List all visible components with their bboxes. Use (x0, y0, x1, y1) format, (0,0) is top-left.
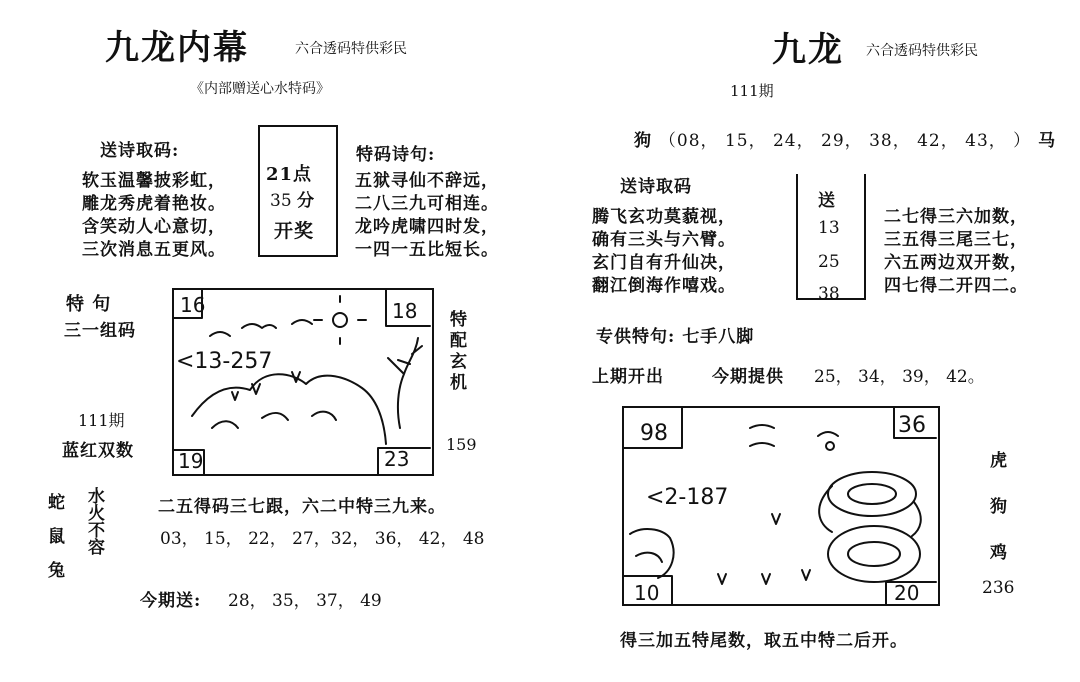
right-footer: 得三加五特尾数，取五中特二后开。 (620, 631, 908, 651)
right-today-numbers: 25， 34， 39， 42。 (814, 367, 985, 387)
right-sketch-num-bl: 10 (634, 581, 660, 605)
right-hints (884, 206, 1028, 298)
horse-label: 马 (1038, 131, 1057, 151)
left-verse-heading: 特码诗句: (356, 145, 436, 165)
left-verse-line: 龙吟虎啸四时发， (355, 217, 499, 237)
left-poem (82, 170, 226, 262)
dog-horse-numbers: （08， 15， 24， 29， 38， 42， 43， ） (658, 131, 1032, 151)
left-issue: 111期 (78, 411, 125, 430)
right-sketch-eight (819, 486, 921, 536)
left-poem-line: 三次消息五更风。 (82, 240, 226, 260)
left-title: 九龙内幕 (105, 28, 249, 68)
left-poem-line: 含笑动人心意切， (82, 217, 226, 237)
left-sketch-num-tl: 16 (180, 293, 206, 317)
left-side-number: 159 (446, 435, 477, 454)
draw-time-hour: 21点 (266, 164, 313, 185)
right-sketch-arrows (718, 514, 810, 584)
prev-label: 上期开出 (592, 367, 664, 387)
right-zodiac-column (990, 438, 1008, 576)
left-today-label: 今期送: (140, 591, 202, 611)
element-vertical: 水火不容 (84, 487, 104, 555)
right-subtitle: 六合透码特供彩民 (866, 43, 978, 59)
special-label: 特 句 (66, 294, 112, 315)
right-poem-heading: 送诗取码 (620, 177, 692, 197)
left-poem-heading: 送诗取码: (100, 141, 180, 161)
left-banner: 《内部赠送心水特码》 (190, 81, 330, 97)
right-sketch-ring-bottom (828, 526, 920, 582)
left-sketch-sun-rays (314, 296, 366, 344)
left-verse-line: 五狱寻仙不辞远， (355, 171, 499, 191)
right-poem-line: 确有三头与六臂。 (592, 230, 736, 250)
right-sketch-ring-bottom-inner (848, 542, 900, 566)
left-poem-line: 软玉温馨披彩虹， (82, 171, 226, 191)
right-side-number: 236 (982, 578, 1015, 598)
right-poem-line: 腾飞玄功莫藐视， (592, 207, 736, 227)
left-zodiac-item: 蛇 (48, 493, 66, 513)
right-sketch (622, 406, 940, 606)
right-sketch-num-br: 20 (894, 581, 920, 605)
right-title: 九龙 (772, 30, 844, 70)
right-zodiac-item: 鸡 (990, 543, 1008, 563)
left-today-numbers: 28， 35， 37， 49 (228, 591, 382, 611)
send-box-num: 13 (818, 218, 840, 238)
right-sketch-scribble: <2-187 (646, 485, 729, 510)
left-sketch-tree (388, 338, 422, 428)
left-sketch-num-br: 23 (384, 447, 410, 471)
right-sketch-rock (630, 529, 674, 578)
side-vertical-hint: 特配玄机 (446, 310, 466, 394)
send-box-label: 送 (818, 191, 836, 211)
left-sketch-birds (210, 320, 312, 336)
right-hint-line: 三五得三尾三七， (884, 230, 1028, 250)
left-poem-line: 雕龙秀虎着艳妆。 (82, 194, 226, 214)
left-verse (355, 170, 499, 262)
right-sketch-ring-top (828, 472, 916, 516)
dog-label: 狗 (634, 131, 652, 151)
right-today-label: 今期提供 (712, 367, 784, 387)
send-box-num: 25 (818, 252, 840, 272)
right-poem-line: 玄门自有升仙决， (592, 253, 736, 273)
right-hint-line: 六五两边双开数， (884, 253, 1028, 273)
left-sketch-scribble: <13-257 (176, 349, 273, 374)
left-zodiac-column (48, 486, 66, 588)
left-zodiac-item: 鼠 (48, 527, 66, 547)
left-sketch-num-tr: 18 (392, 299, 418, 323)
left-sketch-mountain (192, 374, 386, 444)
right-hint-line: 四七得二开四二。 (884, 276, 1028, 296)
right-zodiac-item: 狗 (990, 497, 1008, 517)
left-verse-line: 二八三九可相连。 (355, 194, 499, 214)
right-sketch-dot (826, 442, 834, 450)
group-label: 三一组码 (64, 321, 136, 341)
right-poem (592, 206, 736, 298)
right-sketch-num-tl: 98 (640, 421, 668, 446)
draw-time-minute (270, 186, 315, 211)
left-numbers-line: 03， 15， 22， 27，32， 36， 42， 48 (160, 529, 485, 549)
draw-time-minute-unit: 分 (297, 191, 316, 211)
left-sketch-num-bl: 19 (178, 449, 204, 473)
right-hint-line: 二七得三六加数， (884, 207, 1028, 227)
send-box-num: 38 (818, 284, 840, 304)
dog-horse-line (634, 126, 1056, 151)
color-hint: 蓝红双数 (62, 441, 134, 461)
left-verse-line: 一四一五比短长。 (355, 240, 499, 260)
right-zodiac-item: 虎 (990, 451, 1008, 471)
right-sketch-birds (750, 425, 838, 446)
right-sketch-ring-top-inner (848, 484, 896, 504)
left-sketch-mountain-texture (212, 412, 336, 428)
left-sketch-sun (333, 313, 347, 327)
draw-time-minute-num: 35 (270, 191, 292, 211)
left-sketch (172, 288, 434, 476)
left-subtitle: 六合透码特供彩民 (295, 41, 407, 57)
right-poem-line: 翻江倒海作嘻戏。 (592, 276, 736, 296)
left-zodiac-item: 兔 (48, 561, 66, 581)
left-hint-line: 二五得码三七跟，六二中特三九来。 (158, 497, 446, 517)
special-line: 专供特句: 七手八脚 (596, 327, 755, 347)
right-issue: 111期 (730, 82, 774, 100)
right-sketch-num-tr: 36 (898, 413, 926, 438)
draw-time-label: 开奖 (274, 220, 315, 242)
